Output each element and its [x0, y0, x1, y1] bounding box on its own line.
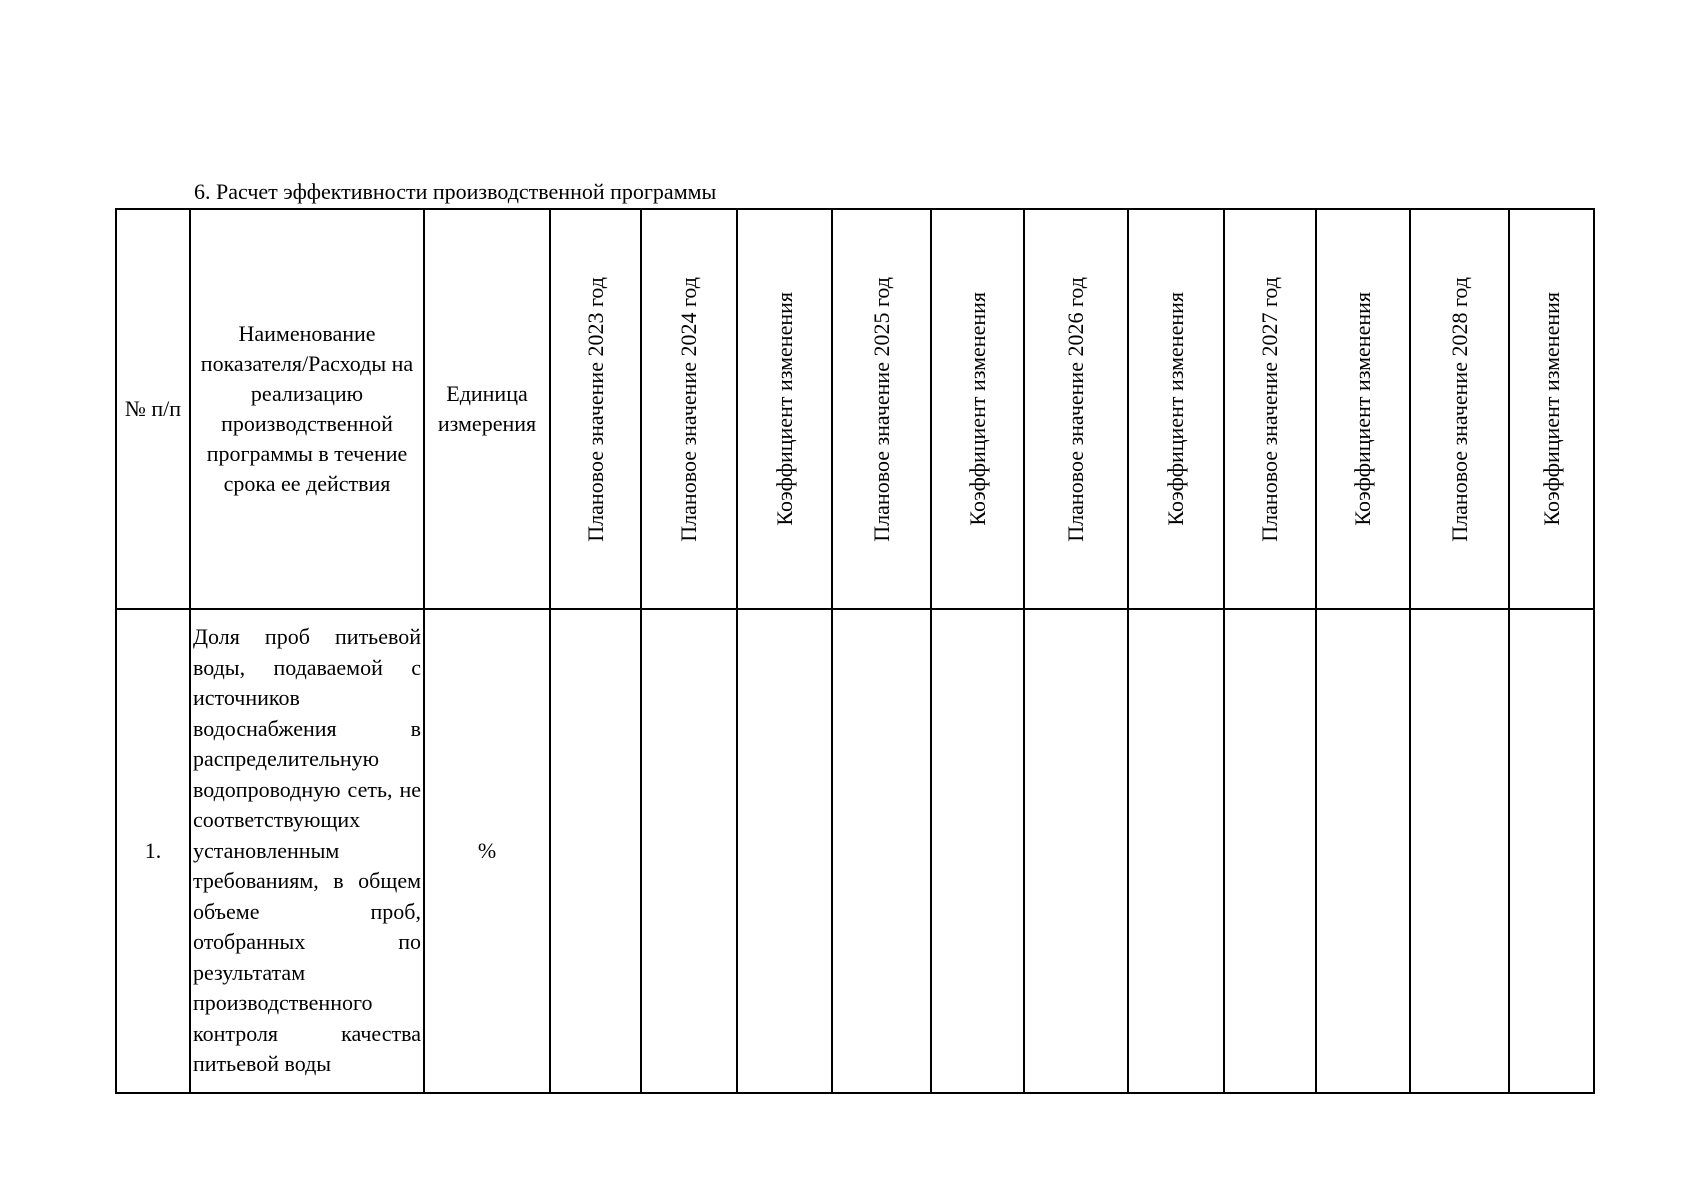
- value-cell: [641, 609, 737, 1093]
- header-col-cell: [550, 209, 641, 609]
- value-cell: [1509, 609, 1594, 1093]
- value-cell: [832, 609, 931, 1093]
- table-row: [116, 609, 1594, 1093]
- row-num: 1.: [144, 838, 162, 863]
- header-name: Наименование показателя/Расходы на реализацию производственной программы в течение срока ее действия: [200, 321, 414, 496]
- header-name-cell: [190, 209, 424, 609]
- value-cell: [550, 609, 641, 1093]
- header-num: № п/п: [124, 396, 182, 421]
- header-coef-2025: Коэффициент изменения: [964, 292, 990, 526]
- header-col-cell: [1128, 209, 1224, 609]
- row-unit: %: [477, 838, 497, 863]
- header-col-cell: [1024, 209, 1128, 609]
- header-plan-2024: Плановое значение 2024 год: [676, 276, 701, 542]
- header-col-cell: [1224, 209, 1316, 609]
- section-title: 6. Расчет эффективности производственной программы: [194, 179, 717, 204]
- value-cell: [1024, 609, 1128, 1093]
- efficiency-table: [115, 208, 1595, 1094]
- row-unit-cell: [424, 609, 550, 1093]
- value-cell: [1128, 609, 1224, 1093]
- table-header-row: [116, 209, 1594, 609]
- header-unit-cell: [424, 209, 550, 609]
- row-name-cell: [190, 609, 424, 1093]
- header-col-cell: [641, 209, 737, 609]
- header-plan-2025: Плановое значение 2025 год: [868, 276, 894, 542]
- value-cell: [931, 609, 1024, 1093]
- header-plan-2027: Плановое значение 2027 год: [1257, 276, 1282, 542]
- header-coef-2028: Коэффициент изменения: [1538, 292, 1564, 526]
- header-coef-2027: Коэффициент изменения: [1350, 292, 1375, 526]
- row-name: Доля проб питьевой воды, подаваемой с источников водоснабжения в распределительную водопроводную сеть, не соответствующих установленным требованиям, в общем объеме проб, отобранных по результатам производственного контроля качества питьевой воды: [193, 624, 421, 1077]
- value-cell: [1410, 609, 1509, 1093]
- header-col-cell: [1509, 209, 1594, 609]
- header-unit: Единица измерения: [437, 381, 537, 436]
- header-plan-2028: Плановое значение 2028 год: [1446, 276, 1472, 542]
- header-col-cell: [931, 209, 1024, 609]
- header-col-cell: [832, 209, 931, 609]
- header-col-cell: [1410, 209, 1509, 609]
- row-num-cell: [116, 609, 190, 1093]
- header-plan-2026: Плановое значение 2026 год: [1063, 276, 1088, 542]
- header-col-cell: [1316, 209, 1410, 609]
- header-coef-2026: Коэффициент изменения: [1163, 292, 1188, 526]
- header-coef-2024: Коэффициент изменения: [771, 292, 797, 526]
- header-num-cell: [116, 209, 190, 609]
- header-plan-2023: Плановое значение 2023 год: [582, 276, 608, 542]
- value-cell: [1224, 609, 1316, 1093]
- header-col-cell: [737, 209, 832, 609]
- value-cell: [737, 609, 832, 1093]
- value-cell: [1316, 609, 1410, 1093]
